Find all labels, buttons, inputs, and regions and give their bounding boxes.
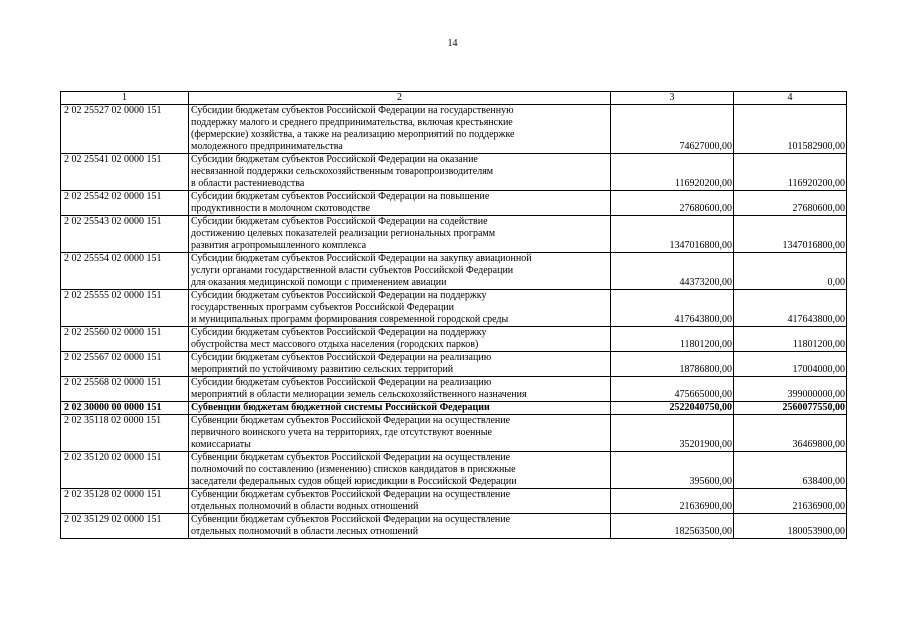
table-row [61,327,847,352]
description-cell: Субвенции бюджетам субъектов Российской Федерации на осуществление полномочий по составлению (изменению) списков кандидатов в присяжные заседатели федеральных судов общей юрисдикции в Российской Федерации [189,452,611,489]
table-row [61,154,847,191]
table-row [61,514,847,539]
budget-code-cell: 2 02 25527 02 0000 151 [61,105,189,154]
budget-code-cell: 2 02 25568 02 0000 151 [61,377,189,402]
description-cell: Субсидии бюджетам субъектов Российской Федерации на реализацию мероприятий по устойчивому развитию сельских территорий [189,352,611,377]
budget-code-cell: 2 02 35118 02 0000 151 [61,415,189,452]
header-column-2: 2 [189,92,611,105]
amount-year-2-cell: 36469800,00 [734,415,847,452]
amount-year-2-cell: 1347016800,00 [734,216,847,253]
amount-year-2-cell: 17004000,00 [734,352,847,377]
amount-year-1-cell: 2522040750,00 [611,402,734,415]
table-row [61,105,847,154]
budget-code-cell: 2 02 30000 00 0000 151 [61,402,189,415]
table-row [61,402,847,415]
budget-code-cell: 2 02 25554 02 0000 151 [61,253,189,290]
description-cell: Субсидии бюджетам субъектов Российской Федерации на поддержку государственных программ субъектов Российской Федерации и муниципальных программ формирования современной городской среды [189,290,611,327]
table-row [61,415,847,452]
budget-code-cell: 2 02 25541 02 0000 151 [61,154,189,191]
description-cell: Субсидии бюджетам субъектов Российской Федерации на государственную поддержку малого и среднего предпринимательства, включая крестьянские (фермерские) хозяйства, а также на реализацию мероприятий по поддержке молодежного предпринимательства [189,105,611,154]
amount-year-1-cell: 417643800,00 [611,290,734,327]
description-cell: Субвенции бюджетам бюджетной системы Российской Федерации [189,402,611,415]
description-cell: Субсидии бюджетам субъектов Российской Федерации на реализацию мероприятий в области мелиорации земель сельскохозяйственного назначения [189,377,611,402]
amount-year-2-cell: 2560077550,00 [734,402,847,415]
table-header-row [61,92,847,105]
table-row [61,377,847,402]
amount-year-1-cell: 21636900,00 [611,489,734,514]
description-cell: Субсидии бюджетам субъектов Российской Федерации на закупку авиационной услуги органами государственной власти субъектов Российской Федерации для оказания медицинской помощи с применением авиации [189,253,611,290]
amount-year-1-cell: 27680600,00 [611,191,734,216]
table-row [61,290,847,327]
description-cell: Субсидии бюджетам субъектов Российской Федерации на оказание несвязанной поддержки сельскохозяйственным товаропроизводителям в области растениеводства [189,154,611,191]
table-row [61,253,847,290]
amount-year-2-cell: 27680600,00 [734,191,847,216]
amount-year-1-cell: 1347016800,00 [611,216,734,253]
table-row [61,191,847,216]
budget-code-cell: 2 02 35128 02 0000 151 [61,489,189,514]
budget-code-cell: 2 02 25542 02 0000 151 [61,191,189,216]
amount-year-2-cell: 417643800,00 [734,290,847,327]
amount-year-2-cell: 638400,00 [734,452,847,489]
budget-code-cell: 2 02 25555 02 0000 151 [61,290,189,327]
amount-year-1-cell: 74627000,00 [611,105,734,154]
description-cell: Субсидии бюджетам субъектов Российской Федерации на поддержку обустройства мест массового отдыха населения (городских парков) [189,327,611,352]
description-cell: Субвенции бюджетам субъектов Российской Федерации на осуществление первичного воинского учета на территориях, где отсутствуют военные комиссариаты [189,415,611,452]
amount-year-2-cell: 21636900,00 [734,489,847,514]
amount-year-2-cell: 399000000,00 [734,377,847,402]
amount-year-1-cell: 182563500,00 [611,514,734,539]
header-column-3: 3 [611,92,734,105]
table-row [61,352,847,377]
amount-year-2-cell: 11801200,00 [734,327,847,352]
amount-year-1-cell: 395600,00 [611,452,734,489]
amount-year-2-cell: 0,00 [734,253,847,290]
header-column-4: 4 [734,92,847,105]
amount-year-1-cell: 35201900,00 [611,415,734,452]
amount-year-2-cell: 116920200,00 [734,154,847,191]
amount-year-2-cell: 180053900,00 [734,514,847,539]
amount-year-2-cell: 101582900,00 [734,105,847,154]
header-column-1: 1 [61,92,189,105]
budget-revenue-table [60,91,847,539]
budget-code-cell: 2 02 35129 02 0000 151 [61,514,189,539]
amount-year-1-cell: 116920200,00 [611,154,734,191]
budget-code-cell: 2 02 35120 02 0000 151 [61,452,189,489]
table-row [61,452,847,489]
description-cell: Субвенции бюджетам субъектов Российской Федерации на осуществление отдельных полномочий в области лесных отношений [189,514,611,539]
page-number: 14 [447,38,458,49]
table-body [61,105,847,539]
description-cell: Субсидии бюджетам субъектов Российской Федерации на содействие достижению целевых показателей реализации региональных программ развития агропромышленного комплекса [189,216,611,253]
amount-year-1-cell: 11801200,00 [611,327,734,352]
description-cell: Субвенции бюджетам субъектов Российской Федерации на осуществление отдельных полномочий в области водных отношений [189,489,611,514]
amount-year-1-cell: 18786800,00 [611,352,734,377]
table-row [61,216,847,253]
amount-year-1-cell: 44373200,00 [611,253,734,290]
amount-year-1-cell: 475665000,00 [611,377,734,402]
budget-code-cell: 2 02 25567 02 0000 151 [61,352,189,377]
table-row [61,489,847,514]
description-cell: Субсидии бюджетам субъектов Российской Федерации на повышение продуктивности в молочном скотоводстве [189,191,611,216]
budget-code-cell: 2 02 25543 02 0000 151 [61,216,189,253]
budget-code-cell: 2 02 25560 02 0000 151 [61,327,189,352]
